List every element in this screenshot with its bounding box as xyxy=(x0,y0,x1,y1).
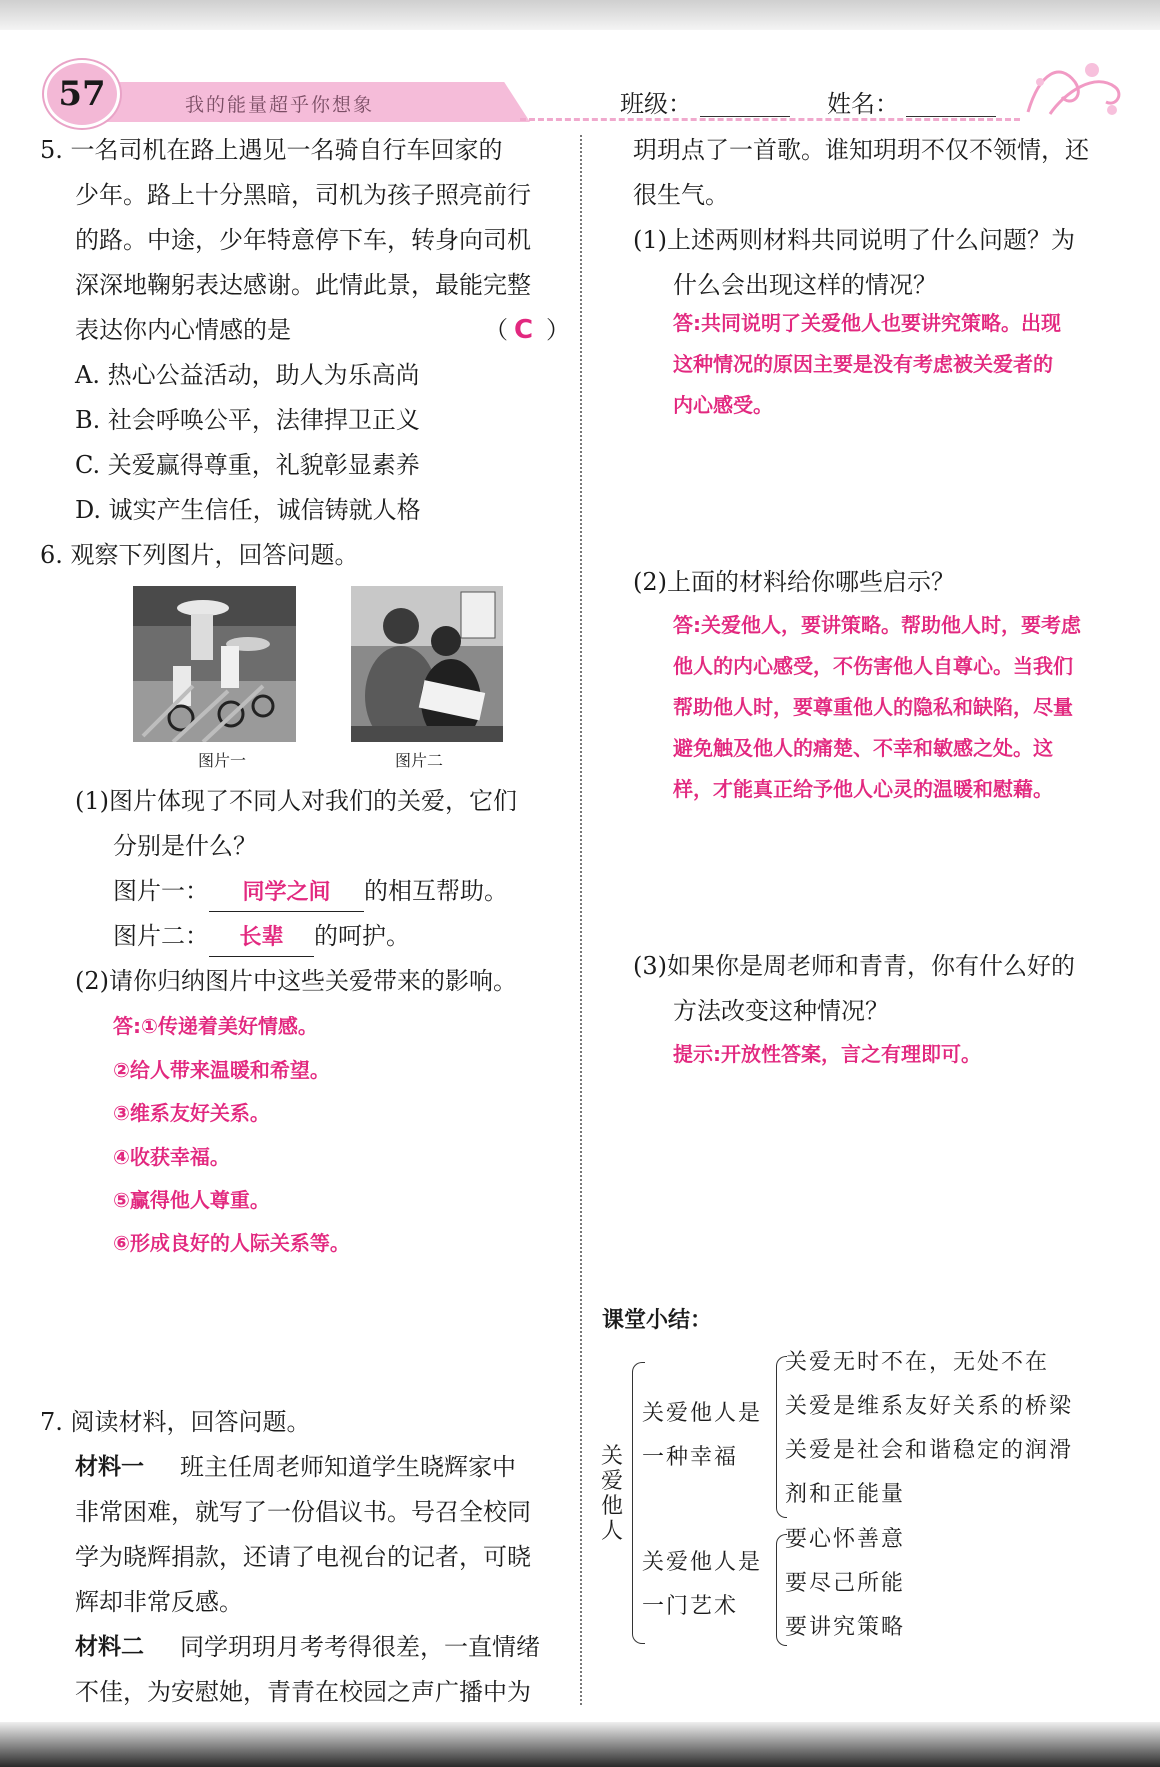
q5-stem-line: 的路。中途，少年特意停下车，转身向司机 xyxy=(75,226,531,254)
q6-sub2-answer: ③维系友好关系。 xyxy=(113,1101,270,1125)
summary-branch1-item: 剂和正能量 xyxy=(785,1482,906,1507)
q6-sub2-answer: ⑤赢得他人尊重。 xyxy=(113,1188,270,1212)
material1-line: 辉却非常反感。 xyxy=(75,1588,243,1616)
q7-sub3-line: 方法改变这种情况？ xyxy=(673,997,889,1025)
material1-line: 非常困难，就写了一份倡议书。号召全校同 xyxy=(75,1498,531,1526)
q6-stem: 6. 观察下列图片，回答问题。 xyxy=(40,541,359,569)
summary-root-char: 他 xyxy=(600,1494,623,1519)
summary-branch2-line: 关爱他人是 xyxy=(642,1550,763,1575)
pic1-prefix: 图片一： xyxy=(113,877,209,905)
pic1-suffix: 的相互帮助。 xyxy=(364,877,508,905)
material1-title: 材料一 xyxy=(75,1454,144,1480)
page-bottom-shadow xyxy=(0,1722,1160,1767)
material1-line: 班主任周老师知道学生晓辉家中 xyxy=(180,1453,516,1481)
pic1-answer: 同学之间 xyxy=(209,875,364,912)
q5-stem-line: 表达你内心情感的是 xyxy=(75,316,291,344)
material2-line: 不佳，为安慰她，青青在校园之声广播中为 xyxy=(75,1678,531,1706)
q5-answer: C xyxy=(514,315,534,345)
q7-sub3-answer: 提示:开放性答案，言之有理即可。 xyxy=(673,1042,981,1066)
summary-root-char: 爱 xyxy=(600,1469,623,1494)
q6-sub2-answer: 答:①传递着美好情感。 xyxy=(113,1014,318,1038)
q7-stem: 7. 阅读材料，回答问题。 xyxy=(40,1408,311,1436)
floral-ornament-icon xyxy=(1020,52,1130,128)
q7-sub2-answer: 答:关爱他人，要讲策略。帮助他人时，要考虑 xyxy=(673,613,1081,637)
pic2-row xyxy=(113,914,410,959)
q7-sub2-answer: 帮助他人时，要尊重他人的隐私和缺陷，尽量 xyxy=(673,695,1073,719)
q7-sub2: (2)上面的材料给你哪些启示？ xyxy=(633,568,955,596)
name-field[interactable] xyxy=(906,86,996,117)
q7-sub3-line: (3)如果你是周老师和青青，你有什么好的 xyxy=(633,952,1075,980)
summary-branch1-line: 关爱他人是 xyxy=(642,1401,763,1426)
q7-sub2-answer: 避免触及他人的痛楚、不幸和敏感之处。这 xyxy=(673,736,1053,760)
pic2-answer: 长辈 xyxy=(209,920,314,957)
q5-stem-line: 深深地鞠躬表达感谢。此情此景，最能完整 xyxy=(75,271,531,299)
material2-continued-line: 玥玥点了一首歌。谁知玥玥不仅不领情，还 xyxy=(633,136,1089,164)
summary-branch2-item: 要心怀善意 xyxy=(785,1527,906,1552)
summary-branch1-item: 关爱是社会和谐稳定的润滑 xyxy=(785,1438,1074,1463)
q6-sub2-answer: ②给人带来温暖和希望。 xyxy=(113,1058,330,1082)
q5-option-a: A. 热心公益活动，助人为乐高尚 xyxy=(75,361,420,389)
class-label: 班级： xyxy=(620,90,692,118)
q7-sub2-answer: 他人的内心感受，不伤害他人自尊心。当我们 xyxy=(673,654,1073,678)
class-field[interactable] xyxy=(700,86,790,117)
q5-paren-open: （ xyxy=(484,316,508,344)
header-dashed-line xyxy=(520,118,1020,121)
q7-sub2-answer: 样，才能真正给予他人心灵的温暖和慰藉。 xyxy=(673,777,1053,801)
q5-paren-close: ） xyxy=(546,316,570,344)
name-label: 姓名： xyxy=(827,90,899,118)
summary-branch2-item: 要尽己所能 xyxy=(785,1571,906,1596)
q6-sub2-answer: ④收获幸福。 xyxy=(113,1145,230,1169)
page-number: 57 xyxy=(44,60,120,128)
summary-root xyxy=(598,1444,626,1544)
column-divider xyxy=(580,135,582,1705)
q5-stem-line: 5. 一名司机在路上遇见一名骑自行车回家的 xyxy=(40,136,503,164)
material2-line: 同学玥玥月考考得很差，一直情绪 xyxy=(180,1633,540,1661)
photo-students-cycling xyxy=(133,586,296,742)
material2-continued-line: 很生气。 xyxy=(633,181,729,209)
q7-sub1-answer: 内心感受。 xyxy=(673,393,773,417)
q5-option-c: C. 关爱赢得尊重，礼貌彰显素养 xyxy=(75,451,420,479)
summary-branch1-item: 关爱无时不在，无处不在 xyxy=(785,1350,1050,1375)
photo2-caption: 图片二 xyxy=(395,751,444,770)
header-slogan: 我的能量超乎你想象 xyxy=(185,94,375,116)
material1-line: 学为晓辉捐款，还请了电视台的记者，可晓 xyxy=(75,1543,531,1571)
summary-title: 课堂小结： xyxy=(602,1308,713,1333)
summary-branch1-line: 一种幸福 xyxy=(642,1445,739,1470)
q6-sub1-line: 分别是什么？ xyxy=(113,832,257,860)
q5-option-d: D. 诚实产生信任，诚信铸就人格 xyxy=(75,496,421,524)
photo1-caption: 图片一 xyxy=(198,751,247,770)
photo-elder-reading xyxy=(351,586,503,742)
q6-sub1-line: (1)图片体现了不同人对我们的关爱，它们 xyxy=(75,787,517,815)
pic1-row xyxy=(113,869,508,914)
summary-root-char: 关 xyxy=(600,1444,623,1469)
summary-branch1-item: 关爱是维系友好关系的桥梁 xyxy=(785,1394,1074,1419)
summary-root-char: 人 xyxy=(600,1519,623,1544)
q7-sub1-answer: 这种情况的原因主要是没有考虑被关爱者的 xyxy=(673,352,1053,376)
q7-sub1-answer: 答:共同说明了关爱他人也要讲究策略。出现 xyxy=(673,311,1061,335)
material2-title: 材料二 xyxy=(75,1634,144,1660)
pic2-suffix: 的呵护。 xyxy=(314,922,410,950)
page-top-shadow xyxy=(0,0,1160,30)
q5-stem-line: 少年。路上十分黑暗，司机为孩子照亮前行 xyxy=(75,181,531,209)
q6-sub2: (2)请你归纳图片中这些关爱带来的影响。 xyxy=(75,967,517,995)
summary-branch2-line: 一门艺术 xyxy=(642,1594,739,1619)
q5-option-b: B. 社会呼唤公平，法律捍卫正义 xyxy=(75,406,420,434)
q7-sub1-line: 什么会出现这样的情况？ xyxy=(673,271,937,299)
q7-sub1-line: (1)上述两则材料共同说明了什么问题？为 xyxy=(633,226,1075,254)
pic2-prefix: 图片二： xyxy=(113,922,209,950)
q6-sub2-answer: ⑥形成良好的人际关系等。 xyxy=(113,1231,350,1255)
summary-branch2-item: 要讲究策略 xyxy=(785,1615,906,1640)
